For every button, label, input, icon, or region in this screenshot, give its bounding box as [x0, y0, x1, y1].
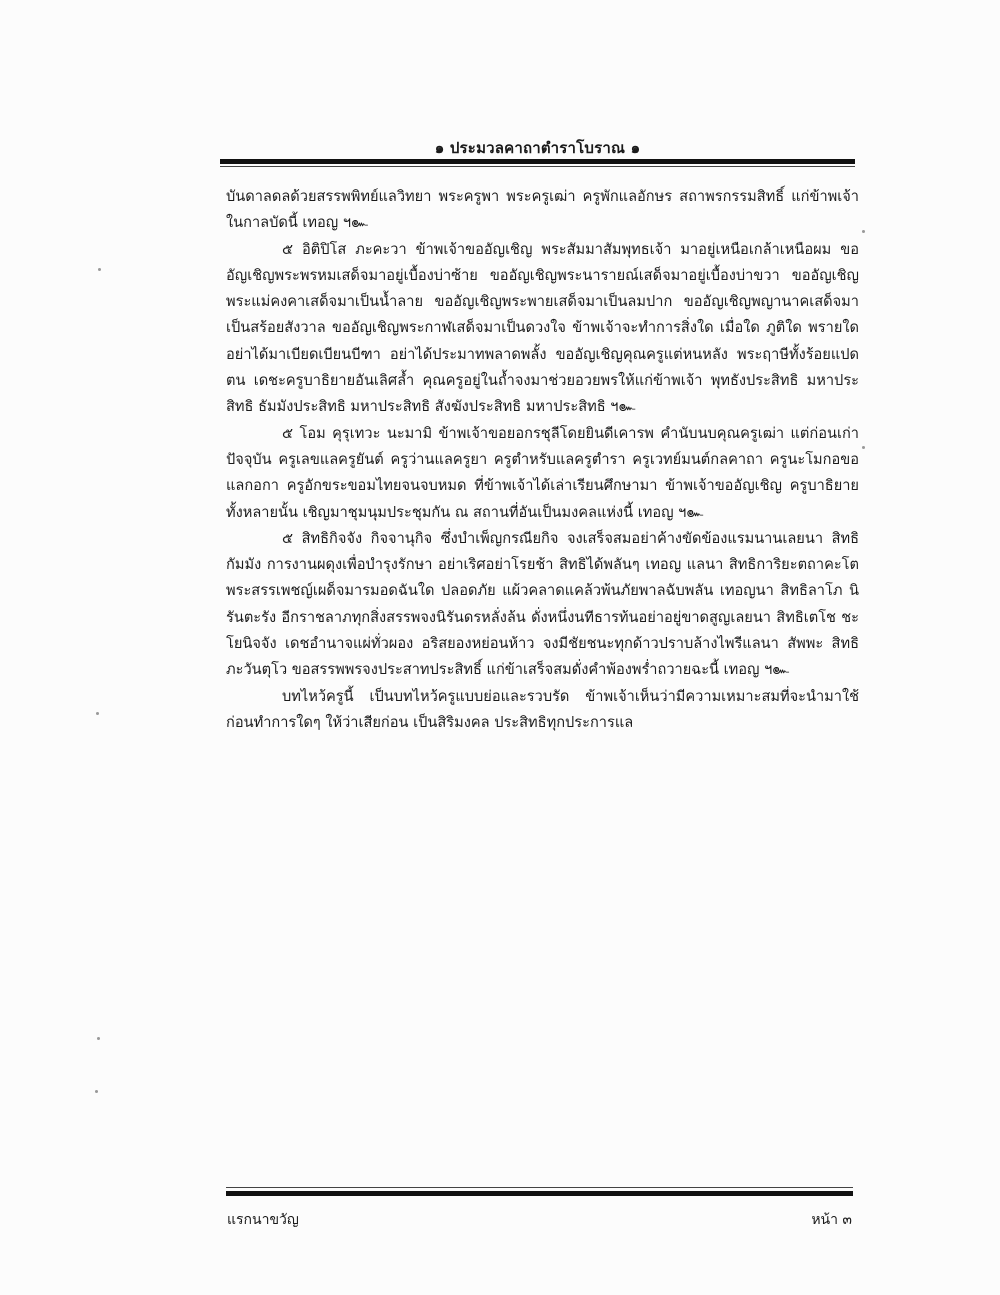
footer-thick-rule — [226, 1191, 853, 1196]
header-thick-rule — [220, 159, 855, 164]
scan-speck — [96, 712, 99, 715]
footer-book-title: แรกนาขวัญ — [227, 1212, 299, 1228]
paragraph-itipiso-invocation: ๕ อิติปิโส ภะคะวา ข้าพเจ้าขออัญเชิญ พระสัมมาสัมพุทธเจ้า มาอยู่เหนือเกล้าเหนือผม ขออัญเชิญพระพรหมเสด็จมาอยู่เบื้องบ่าซ้าย ขออัญเชิญพระนารายณ์เสด็จมาอยู่เบื้องบ่าขวา ขออัญเชิญพระแม่คงคาเสด็จมาเป็นน้ำลาย ขออัญเชิญพระพายเสด็จมาเป็นลมปาก ขออัญเชิญพญานาคเสด็จมาเป็นสร้อยสังวาล ขออัญเชิญพระกาฬเสด็จมาเป็นดวงใจ ข้าพเจ้าจะทำการสิ่งใด เมื่อใด ภูติใด พรายใด อย่าได้มาเบียดเบียนบีฑา อย่าได้ประมาทพลาดพลั้ง ขออัญเชิญคุณครูแต่หนหลัง พระฤาษีทั้งร้อยแปดตน เดชะครูบาธิยายอันเลิศล้ำ คุณครูอยู่ในถ้ำจงมาช่วยอวยพรให้แก่ข้าพเจ้า พุทธังประสิทธิ มหาประสิทธิ ธัมมังประสิทธิ มหาประสิทธิ สังฆังประสิทธิ มหาประสิทธิ ฯ๛ — [226, 240, 859, 416]
scan-speck — [95, 1090, 98, 1093]
paragraph-continuation: บันดาลดลด้วยสรรพพิทย์แลวิทยา พระครูพา พระครูเฒ่า ครูพักแลอักษร สถาพรกรรมสิทธิ์ แก่ข้าพเจ้าในกาลบัดนี้ เทอญ ฯ๛ — [226, 188, 859, 232]
document-body — [226, 184, 859, 736]
page-header-title: ๑ ประมวลคาถาตำราโบราณ ๑ — [434, 139, 641, 157]
footer-page-number: หน้า ๓ — [811, 1212, 852, 1228]
footer-thin-rule — [226, 1187, 853, 1188]
paragraph-om-kuru-tewa: ๕ โอม คุรุเทวะ นะมามิ ข้าพเจ้าขอยอกรชุลีโดยยินดีเคารพ คำนับนบคุณครูเฒ่า แต่ก่อนเก่าปัจจุบัน ครูเลขแลครูยันต์ ครูว่านแลครูยา ครูตำหรับแลครูตำรา ครูเวทย์มนต์กลคาถา ครูนะโมกอขอแลกอกา ครูอักขระขอมไทยจนจบหมด ที่ข้าพเจ้าได้เล่าเรียนศึกษามา ข้าพเจ้าขออัญเชิญ ครูบาธิยายทั้งหลายนั้น เชิญมาชุมนุมประชุมกัน ณ สถานที่อันเป็นมงคลแห่งนี้ เทอญ ฯ๛ — [226, 424, 859, 521]
scan-speck — [862, 446, 865, 449]
paragraph-sitthi-kijjang: ๕ สิทธิกิจจัง กิจจานุกิจ ซึ่งบำเพ็ญกรณียกิจ จงเสร็จสมอย่าค้างขัดข้องแรมนานเลยนา สิทธิกัมมัง การงานผดุงเพื่อบำรุงรักษา อย่าเริศอย่าโรยช้า สิทธิได้พลันๆ เทอญ แลนา สิทธิการิยะตถาคะโต พระสรรเพชญ์เผด็จมารมอดฉันใด ปลอดภัย แผ้วคลาดแคล้วพ้นภัยพาลฉับพลัน เทอญนา สิทธิลาโภ นิรันตะรัง อีกราชลาภทุกสิ่งสรรพจงนิรันดรหลั่งล้น ดั่งหนึ่งนทีธารท้นอย่าอยู่ขาดสูญเลยนา สิทธิเตโช ชะโยนิจจัง เดชอำนาจแผ่ทั่วผอง อริสยองหย่อนห้าว จงมีชัยชนะทุกด้าวปราบล้างไพรีแลนา สัพพะ สิทธิ ภะวันตุโว ขอสรรพพรจงประสาทประสิทธิ์ แก่ข้าเสร็จสมดั่งคำพ้องพร่ำถวายฉะนี้ เทอญ ฯ๛ — [226, 529, 859, 679]
scan-speck — [97, 1037, 100, 1040]
paragraph-closing-note: บทไหว้ครูนี้ เป็นบทไหว้ครูแบบย่อและรวบรัด ข้าพเจ้าเห็นว่ามีความเหมาะสมที่จะนำมาใช้ก่อนทำการใดๆ ให้ว่าเสียก่อน เป็นสิริมงคล ประสิทธิทุกประการแล — [226, 687, 859, 731]
scan-speck — [862, 230, 865, 233]
scan-speck — [98, 268, 101, 271]
header-thin-rule — [220, 166, 855, 167]
